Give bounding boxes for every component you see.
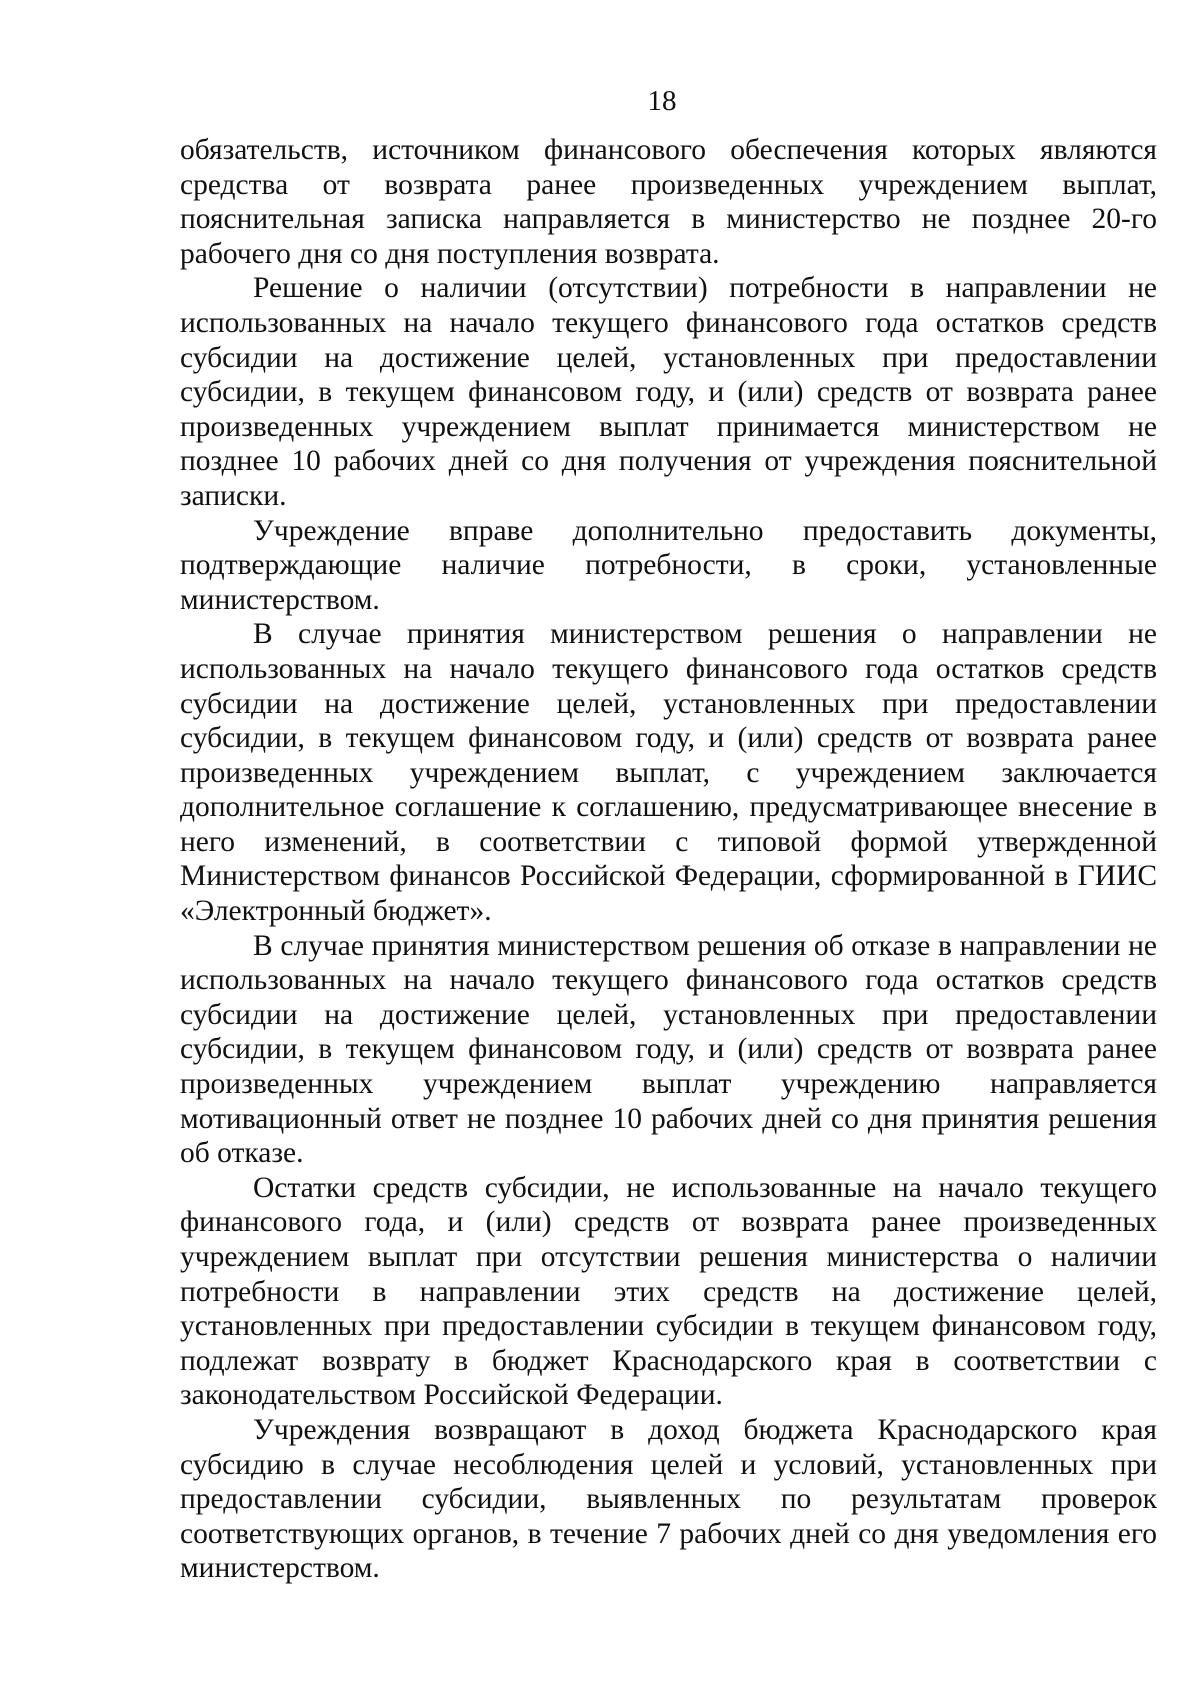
paragraph-continuation: обязательств, источником финансового обеспечения которых являются средства от возврата ранее произведенных учреждением выплат, пояснительная записка направляется в министерство не позднее 20-го рабочего дня со дня поступления возврата. xyxy=(180,134,1157,270)
paragraph-refusal: В случае принятия министерством решения об отказе в направлении не использованных на начало текущего финансового года остатков средств субсидии на достижение целей, установленных при предоставлении субсидии, в текущем финансовом году, и (или) средств от возврата ранее произведенных учреждением выплат учреждению направляется мотивационный ответ не позднее 10 рабочих дней со дня принятия решения об отказе. xyxy=(180,929,1157,1170)
page-number: 18 xyxy=(647,85,677,117)
paragraph-return: Учреждения возвращают в доход бюджета Краснодарского края субсидию в случае несоблюдения целей и условий, установленных при предоставлении субсидии, выявленных по результатам проверок соответствующих органов, в течение 7 рабочих дней со дня уведомления его министерством. xyxy=(180,1413,1157,1585)
paragraph-remainders: Остатки средств субсидии, не использованные на начало текущего финансового года, и (или) средств от возврата ранее произведенных учреждением выплат при отсутствии решения министерства о наличии потребности в направлении этих средств на достижение целей, установленных при предоставлении субсидии в текущем финансовом году, подлежат возврату в бюджет Краснодарского края в соответствии с законодательством Российской Федерации. xyxy=(180,1171,1157,1412)
paragraph-approval: В случае принятия министерством решения о направлении не использованных на начало текущего финансового года остатков средств субсидии на достижение целей, установленных при предоставлении субсидии, в текущем финансовом году, и (или) средств от возврата ранее произведенных учреждением выплат, с учреждением заключается дополнительное соглашение к соглашению, предусматривающее внесение в него изменений, в соответствии с типовой формой утвержденной Министерством финансов Российской Федерации, сформированной в ГИИС «Электронный бюджет». xyxy=(180,618,1157,928)
document-body xyxy=(180,133,1157,1586)
paragraph-decision: Решение о наличии (отсутствии) потребности в направлении не использованных на начало текущего финансового года остатков средств субсидии на достижение целей, установленных при предоставлении субсидии, в текущем финансовом году, и (или) средств от возврата ранее произведенных учреждением выплат принимается министерством не позднее 10 рабочих дней со дня получения от учреждения пояснительной записки. xyxy=(180,272,1157,512)
paragraph-documents: Учреждение вправе дополнительно предоставить документы, подтверждающие наличие потребности, в сроки, установленные министерством. xyxy=(180,514,1157,616)
